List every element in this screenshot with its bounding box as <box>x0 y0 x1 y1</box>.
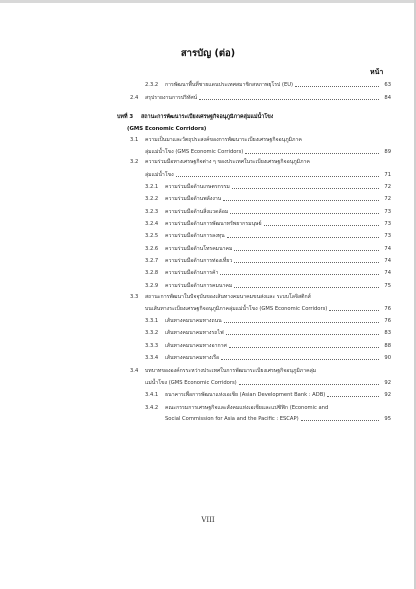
toc-entry-title: ความร่วมมือด้านการค้า <box>165 270 219 276</box>
toc-entry <box>0 403 416 413</box>
toc-entry <box>0 231 416 241</box>
toc-entry-title: ธนาคารเพื่อการพัฒนาแห่งเอเชีย (Asian Development Bank : ADB) <box>165 392 326 398</box>
toc-entry-number: 3.2.1 <box>145 184 159 190</box>
page-folio: VIII <box>201 516 215 524</box>
dot-leader <box>227 237 379 238</box>
toc-entry <box>0 112 416 122</box>
toc-entry-number: 3.4 <box>130 368 139 374</box>
toc-entry <box>0 414 416 424</box>
toc-entry <box>0 378 416 388</box>
toc-entry <box>0 170 416 180</box>
dot-leader <box>234 262 379 263</box>
toc-entry-title: เส้นทางคมนาคมทางรถไฟ <box>165 330 224 336</box>
dot-leader <box>245 153 379 154</box>
toc-entry-page: 95 <box>384 416 391 422</box>
toc-entry-page: 63 <box>384 82 391 88</box>
toc-entry-title: ลุ่มแม่น้ำโขง <box>145 172 174 178</box>
dot-leader <box>223 200 379 201</box>
toc-entry <box>0 194 416 204</box>
dot-leader <box>220 274 379 275</box>
toc-title: สารบัญ (ต่อ) <box>180 48 236 59</box>
toc-entry-number: 3.2 <box>130 159 139 165</box>
toc-entry-title: ความร่วมมือด้านโทรคมนาคม <box>165 246 233 252</box>
toc-entry <box>0 328 416 338</box>
dot-leader <box>301 420 379 421</box>
dot-leader <box>226 334 379 335</box>
toc-entry-title: เส้นทางคมนาคมทางเรือ <box>165 355 220 361</box>
toc-entry-number: 3.3 <box>130 294 139 300</box>
toc-entry-page: 74 <box>384 270 391 276</box>
toc-entry-page: 73 <box>384 221 391 227</box>
toc-entry <box>0 147 416 157</box>
toc-entry-title: การพัฒนาพื้นที่ชายแดนประเทศสมาชิกสหภาพยุโรป (EU) <box>165 82 294 88</box>
toc-entry <box>0 353 416 363</box>
toc-entry-page: 90 <box>384 355 391 361</box>
toc-entry <box>0 316 416 326</box>
toc-entry-title: บทบาทขององค์กรระหว่างประเทศในการพัฒนาระเบียงเศรษฐกิจอนุภูมิภาคลุ่ม <box>145 368 317 374</box>
toc-entry-page: 74 <box>384 246 391 252</box>
page-column-label: หน้า <box>370 68 384 76</box>
dot-leader <box>295 86 379 87</box>
toc-entry <box>0 292 416 302</box>
toc-entry <box>0 281 416 291</box>
toc-entry-page: 92 <box>384 392 391 398</box>
scan-edge <box>0 0 416 3</box>
toc-entry <box>0 268 416 278</box>
toc-entry-number: 3.4.2 <box>145 405 159 411</box>
toc-entry-number: 3.2.4 <box>145 221 159 227</box>
toc-entry-page: 73 <box>384 209 391 215</box>
toc-entry-title: ความร่วมมือด้านการพัฒนาทรัพยากรมนุษย์ <box>165 221 262 227</box>
toc-entry <box>0 304 416 314</box>
dot-leader <box>239 384 379 385</box>
toc-entry-number: 3.2.3 <box>145 209 159 215</box>
toc-entry-number: 3.2.5 <box>145 233 159 239</box>
dot-leader <box>232 188 379 189</box>
toc-entry <box>0 135 416 145</box>
toc-entry-page: 92 <box>384 380 391 386</box>
toc-entry-number: 3.2.9 <box>145 283 159 289</box>
toc-entry-title: ความร่วมมือด้านการลงทุน <box>165 233 225 239</box>
dot-leader <box>264 225 379 226</box>
toc-entry-title: ความร่วมมือด้านการคมนาคม <box>165 283 233 289</box>
dot-leader <box>234 287 379 288</box>
toc-entry-page: 75 <box>384 283 391 289</box>
toc-entry-title: เส้นทางคมนาคมทางอากาศ <box>165 343 227 349</box>
dot-leader <box>176 176 379 177</box>
toc-entry-number: 3.4.1 <box>145 392 159 398</box>
toc-entry <box>0 256 416 266</box>
toc-entry-number: 3.2.2 <box>145 196 159 202</box>
toc-entry-page: 74 <box>384 258 391 264</box>
toc-entry-number: 3.3.4 <box>145 355 159 361</box>
dot-leader <box>224 322 379 323</box>
toc-entry-number: 3.2.6 <box>145 246 159 252</box>
toc-entry <box>0 80 416 90</box>
toc-entry-title: สถานะการพัฒนาในปัจจุบันของเส้นทางคมนาคมขนส่งและ ระบบโลจิสติกส์ <box>145 294 311 300</box>
toc-entry-page: 76 <box>384 318 391 324</box>
dot-leader <box>229 347 379 348</box>
toc-entry-title: Social Commission for Asia and the Pacific : ESCAP) <box>165 416 299 422</box>
toc-entry <box>0 157 416 167</box>
toc-entry-number: 3.2.7 <box>145 258 159 264</box>
toc-entry <box>0 182 416 192</box>
toc-entry-title: สรุปรายงานการปริทัศน์ <box>145 95 198 101</box>
toc-entry-page: 71 <box>384 172 391 178</box>
toc-entry-title: แม่น้ำโขง (GMS Economic Corridors) <box>145 380 237 386</box>
dot-leader <box>329 310 379 311</box>
toc-entry-title: ความร่วมมือด้านสิ่งแวดล้อม <box>165 209 229 215</box>
toc-entry-page: 88 <box>384 343 391 349</box>
toc-entry <box>0 124 416 134</box>
toc-entry-title: ความร่วมมือด้านการท่องเที่ยว <box>165 258 233 264</box>
toc-entry <box>0 207 416 217</box>
toc-entry-title: ความร่วมมือทางเศรษฐกิจต่าง ๆ ของประเทศในระเบียงเศรษฐกิจอนุภูมิภาค <box>145 159 310 165</box>
toc-entry <box>0 341 416 351</box>
dot-leader <box>234 250 379 251</box>
toc-entry <box>0 244 416 254</box>
toc-entry-page: 76 <box>384 306 391 312</box>
toc-entry-number: 3.2.8 <box>145 270 159 276</box>
toc-entry-page: 72 <box>384 184 391 190</box>
toc-entry-page: 84 <box>384 95 391 101</box>
dot-leader <box>199 99 379 100</box>
toc-entry-number: บทที่ 3 <box>117 114 134 120</box>
toc-entry <box>0 219 416 229</box>
toc-entry <box>0 366 416 376</box>
toc-entry-title: ความร่วมมือด้านเกษตรกรรม <box>165 184 230 190</box>
toc-entry-page: 73 <box>384 233 391 239</box>
dot-leader <box>230 213 379 214</box>
toc-entry-page: 83 <box>384 330 391 336</box>
toc-entry <box>0 390 416 400</box>
dot-leader <box>221 359 379 360</box>
toc-entry-page: 72 <box>384 196 391 202</box>
toc-entry-number: 2.4 <box>130 95 139 101</box>
dot-leader <box>327 396 379 397</box>
toc-entry-number: 2.3.2 <box>145 82 159 88</box>
toc-entry-title: ความร่วมมือด้านพลังงาน <box>165 196 222 202</box>
toc-entry-title: (GMS Economic Corridors) <box>127 126 207 132</box>
toc-entry-number: 3.1 <box>130 137 139 143</box>
toc-entry-number: 3.3.1 <box>145 318 159 324</box>
toc-entry-title: สถานะการพัฒนาระเบียงเศรษฐกิจอนุภูมิภาคลุ่มแม่น้ำโขง <box>141 114 274 120</box>
toc-entry-title: บนเส้นทางระเบียงเศรษฐกิจอนุภูมิภาคลุ่มแม่น้ำโขง (GMS Economic Corridors) <box>145 306 328 312</box>
toc-entry <box>0 93 416 103</box>
toc-entry-page: 89 <box>384 149 391 155</box>
toc-entry-title: คณะกรรมการเศรษฐกิจและสังคมแห่งเอเชียและแปซิฟิก (Economic and <box>165 405 329 411</box>
toc-entry-number: 3.3.2 <box>145 330 159 336</box>
toc-entry-title: เส้นทางคมนาคมทางถนน <box>165 318 222 324</box>
toc-entry-number: 3.3.3 <box>145 343 159 349</box>
toc-entry-title: ความเป็นมาและวัตถุประสงค์ของการพัฒนาระเบียงเศรษฐกิจอนุภูมิภาค <box>145 137 302 143</box>
toc-entry-title: ลุ่มแม่น้ำโขง (GMS Economic Corridors) <box>145 149 244 155</box>
